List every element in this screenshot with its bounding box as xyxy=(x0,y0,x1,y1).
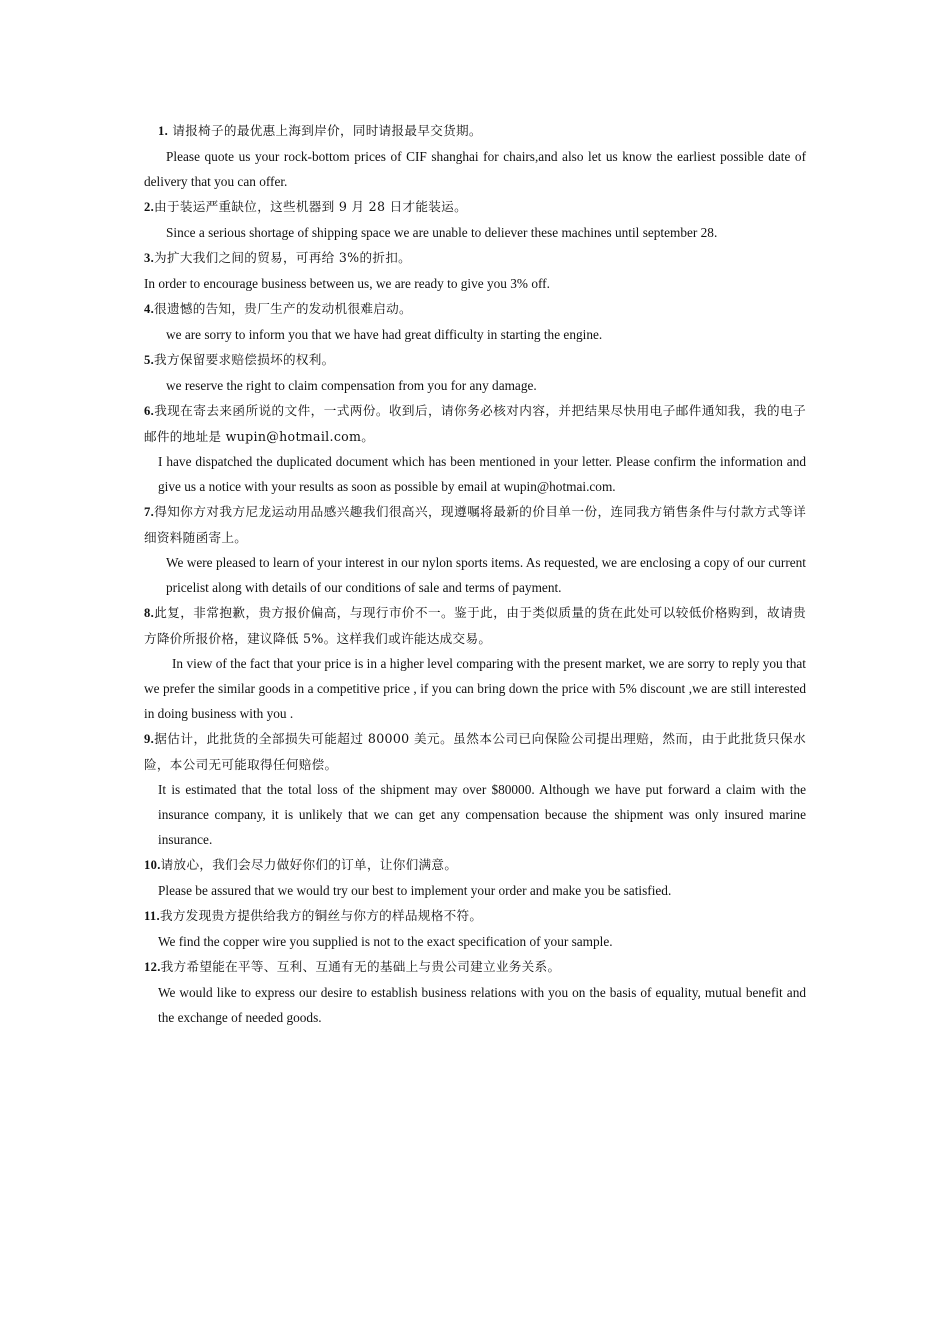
item-4-chinese xyxy=(144,296,806,322)
item-1-english: Please quote us your rock-bottom prices of CIF shanghai for chairs,and also let us know the earliest possible date of delivery that you can offer. xyxy=(144,149,806,189)
item-8-english: In view of the fact that your price is in a higher level comparing with the present market, we are sorry to reply you that we prefer the similar goods in a competitive price , if you can bring down the price with 5% discount ,we are still interested in doing business with you . xyxy=(144,656,806,721)
item-11-number: 11. xyxy=(144,909,160,923)
item-6-chinese-text: 我现在寄去来函所说的文件，一式两份。收到后，请你务必核对内容，并把结果尽快用电子邮件通知我，我的电子邮件的地址是 wupin@hotmail.com。 xyxy=(144,403,806,444)
item-6-number: 6. xyxy=(144,404,155,418)
item-5-chinese xyxy=(144,347,806,373)
item-2-number: 2. xyxy=(144,200,155,214)
item-9-chinese xyxy=(144,726,806,777)
item-12-chinese-text: 我方希望能在平等、互利、互通有无的基础上与贵公司建立业务关系。 xyxy=(160,959,561,974)
item-4-number: 4. xyxy=(144,302,155,316)
item-5-number: 5. xyxy=(144,353,155,367)
item-5-english: we reserve the right to claim compensation from you for any damage. xyxy=(166,378,537,393)
item-10-chinese xyxy=(144,852,806,878)
item-4-english: we are sorry to inform you that we have had great difficulty in starting the engine. xyxy=(166,327,603,342)
item-1-chinese xyxy=(144,118,806,144)
item-6-english: I have dispatched the duplicated document which has been mentioned in your letter. Please confirm the information and give us a notice with your results as soon as possible by email at wupin@hotmai.com. xyxy=(158,454,806,494)
item-11-english: We find the copper wire you supplied is not to the exact specification of your sample. xyxy=(158,934,613,949)
item-12-chinese xyxy=(144,954,806,980)
item-9-chinese-text: 据估计，此批货的全部损失可能超过 80000 美元。虽然本公司已向保险公司提出理赔，然而，由于此批货只保水险，本公司无可能取得任何赔偿。 xyxy=(144,731,806,772)
item-8-number: 8. xyxy=(144,606,155,620)
item-10-chinese-text: 请放心，我们会尽力做好你们的订单，让你们满意。 xyxy=(160,857,458,872)
item-7-chinese xyxy=(144,499,806,550)
item-3-chinese xyxy=(144,245,806,271)
item-1-number: 1. xyxy=(158,124,169,138)
item-10-number: 10. xyxy=(144,858,161,872)
item-6-chinese xyxy=(144,398,806,449)
item-10-english: Please be assured that we would try our best to implement your order and make you be satisfied. xyxy=(158,883,672,898)
item-1-chinese-text: 请报椅子的最优惠上海到岸价，同时请报最早交货期。 xyxy=(168,123,482,138)
item-8-chinese xyxy=(144,600,806,651)
item-12-english: We would like to express our desire to establish business relations with you on the basis of equality, mutual benefit and the exchange of needed goods. xyxy=(158,985,806,1025)
item-5-chinese-text: 我方保留要求赔偿损坏的权利。 xyxy=(154,352,335,367)
item-3-english: In order to encourage business between us, we are ready to give you 3% off. xyxy=(144,276,550,291)
item-8-chinese-text: 此复，非常抱歉，贵方报价偏高，与现行市价不一。鉴于此，由于类似质量的货在此处可以较低价格购到，故请贵方降价所报价格，建议降低 5%。这样我们或许能达成交易。 xyxy=(144,605,806,646)
item-7-number: 7. xyxy=(144,505,155,519)
item-12-number: 12. xyxy=(144,960,161,974)
item-9-number: 9. xyxy=(144,732,155,746)
item-3-chinese-text: 为扩大我们之间的贸易，可再给 3%的折扣。 xyxy=(154,250,412,265)
item-11-chinese xyxy=(144,903,806,929)
document-body xyxy=(144,118,806,1030)
item-7-english: We were pleased to learn of your interest in our nylon sports items. As requested, we are enclosing a copy of our current pricelist along with details of our conditions of sale and terms of payment. xyxy=(166,555,806,595)
item-9-english: It is estimated that the total loss of the shipment may over $80000. Although we have put forward a claim with the insurance company, it is unlikely that we can get any compensation because the shipment was only insured marine insurance. xyxy=(158,782,806,847)
item-4-chinese-text: 很遗憾的告知，贵厂生产的发动机很难启动。 xyxy=(154,301,412,316)
item-2-chinese xyxy=(144,194,806,220)
item-11-chinese-text: 我方发现贵方提供给我方的铜丝与你方的样品规格不符。 xyxy=(159,908,483,923)
item-3-number: 3. xyxy=(144,251,155,265)
item-7-chinese-text: 得知你方对我方尼龙运动用品感兴趣我们很高兴，现遵嘱将最新的价目单一份，连同我方销售条件与付款方式等详细资料随函寄上。 xyxy=(144,504,806,545)
item-2-chinese-text: 由于装运严重缺位，这些机器到 9 月 28 日才能装运。 xyxy=(154,199,467,214)
item-2-english: Since a serious shortage of shipping space we are unable to deliever these machines until september 28. xyxy=(166,225,718,240)
